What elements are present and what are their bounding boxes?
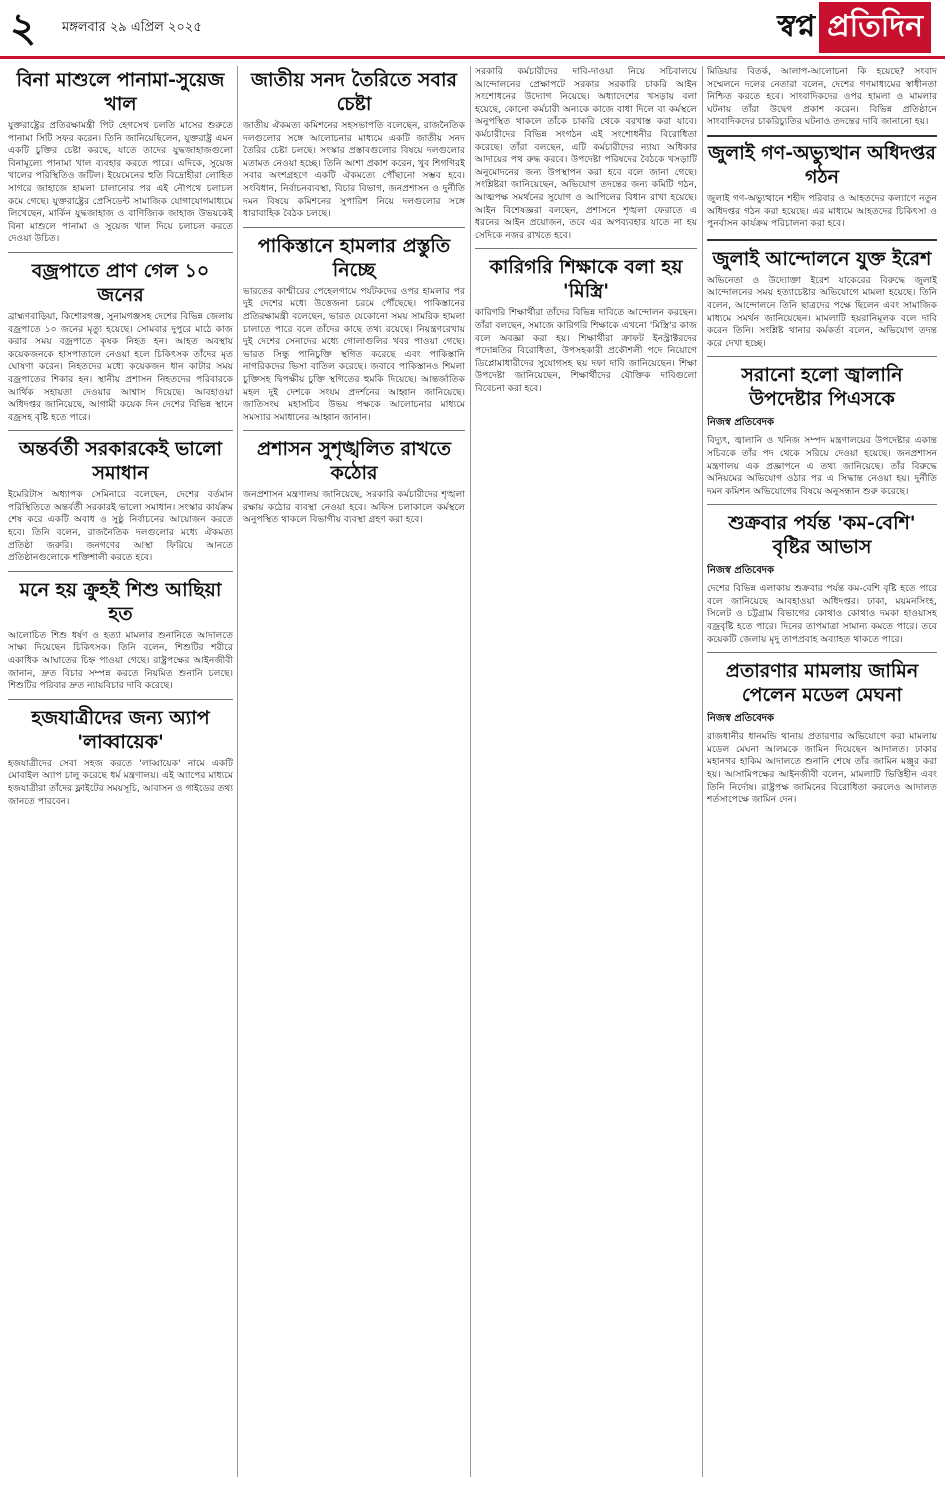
article-headline: প্রশাসন সুশৃঙ্খলিত রাখতে কঠোর — [257, 438, 451, 485]
article-headline: পাকিস্তানে হামলার প্রস্তুতি নিচ্ছে — [257, 234, 451, 281]
article-body: জনপ্রশাসন মন্ত্রণালয় জানিয়েছে, সরকারি কর্মচারীদের শৃঙ্খলা রক্ষায় কঠোর ব্যবস্থা নেওয়া হবে। অফিস চলাকালে কর্মস্থলে অনুপস্থিত থাকলে বিভাগীয় ব্যবস্থা গ্রহণ করা হবে। — [243, 489, 465, 526]
newspaper-logo — [777, 6, 931, 48]
divider — [243, 227, 465, 228]
article-byline: নিজস্ব প্রতিবেদক — [707, 713, 775, 725]
divider — [8, 699, 233, 700]
article — [8, 259, 233, 424]
article-body: ইমেরিটাস অধ্যাপক সেমিনারে বলেছেন, দেশের বর্তমান পরিস্থিতিতে অন্তর্বর্তী সরকারই ভালো সমাধান। সংস্কার কার্যক্রম শেষ করে একটি অবাধ ও সুষ্ঠু নির্বাচনের আয়োজন করতে হবে। তিনি বলেন, রাজনৈতিক দলগুলোর মধ্যে ঐকমত্য প্রতিষ্ঠা জরুরি। জনগণের আস্থা ফিরিয়ে আনতে প্রতিষ্ঠানগুলোকে শক্তিশালী করতে হবে। — [8, 489, 233, 564]
article-headline: জাতীয় সনদ তৈরিতে সবার চেষ্টা — [251, 69, 457, 115]
article — [243, 234, 465, 425]
page-date: মঙ্গলবার ২৯ এপ্রিল ২০২৫ — [62, 20, 202, 35]
article — [707, 247, 937, 351]
masthead — [0, 0, 945, 60]
article-headline: অন্তর্বর্তী সরকারকেই ভালো সমাধান — [18, 438, 223, 485]
logo-part1: স্বপ্ন — [777, 8, 816, 44]
divider — [8, 571, 233, 572]
article — [707, 659, 937, 807]
article-body: জাতীয় ঐকমত্য কমিশনের সহসভাপতি বলেছেন, রাজনৈতিক দলগুলোর সঙ্গে আলোচনার মাধ্যমে একটি জাতীয় সনদ তৈরির চেষ্টা চলছে। সংস্কার প্রস্তাবগুলোর বিষয়ে দলগুলোর মতামত নেওয়া হচ্ছে। তিনি আশা প্রকাশ করেন, খুব শিগগিরই সবার অংশগ্রহণে একটি ঐকমত্যে পৌঁছানো সম্ভব হবে। সংবিধান, নির্বাচনব্যবস্থা, বিচার বিভাগ, জনপ্রশাসন ও দুর্নীতি দমন বিষয়ে কমিশনের সুপারিশ নিয়ে দলগুলোর সঙ্গে ধারাবাহিক বৈঠক চলছে। — [243, 120, 465, 220]
article-byline: নিজস্ব প্রতিবেদক — [707, 417, 775, 429]
article-headline: জুলাই আন্দোলনে যুক্ত ইরেশ — [712, 247, 932, 270]
article — [707, 66, 937, 129]
article-headline: প্রতারণার মামলায় জামিন পেলেন মডেল মেঘনা — [725, 660, 919, 707]
article — [243, 68, 465, 221]
article-headline: বিনা মাশুলে পানামা-সুয়েজ খাল — [16, 69, 225, 115]
article — [707, 363, 937, 498]
divider — [707, 356, 937, 357]
article-body: অভিনেতা ও উদ্যোক্তা ইরেশ যাকেরের বিরুদ্ধে জুলাই আন্দোলনের সময় হত্যাচেষ্টার অভিযোগে মামলা হয়েছে। তিনি বলেন, আন্দোলনে তিনি ছাত্রদের পক্ষে ছিলেন এবং সামাজিক মাধ্যমে সমর্থন জানিয়েছেন। মামলাটি হয়রানিমূলক বলে দাবি করেন তিনি। সংশ্লিষ্ট থানার কর্মকর্তা বলেন, অভিযোগ তদন্ত করে দেখা হচ্ছে। — [707, 274, 937, 349]
column-2 — [243, 66, 465, 1477]
article — [8, 68, 233, 246]
logo-part2: প্রতিদিন — [819, 2, 931, 53]
article — [707, 135, 937, 241]
article-headline: বজ্রপাতে প্রাণ গেল ১০ জনের — [31, 259, 210, 306]
article-headline: হজযাত্রীদের জন্য অ্যাপ 'লাব্বায়েক' — [31, 706, 210, 753]
divider — [8, 252, 233, 253]
article-headline: কারিগরি শিক্ষাকে বলা হয় 'মিস্ত্রি' — [489, 256, 683, 303]
divider — [475, 248, 697, 249]
article-headline: জুলাই গণ-অভ্যুত্থান অধিদপ্তর গঠন — [708, 141, 936, 188]
article-body: যুক্তরাষ্ট্রের প্রতিরক্ষামন্ত্রী পিট হেগসেথ চলতি মাসের শুরুতে পানামা সিটি সফর করেন। তিনি জানিয়েছিলেন, যুক্তরাষ্ট্র এমন একটি চুক্তির চেষ্টা করছে, যাতে তাদের যুদ্ধজাহাজগুলো বিনামূল্যে পানামা খাল ব্যবহার করতে পারে। এদিকে, সুয়েজ খালের পরিস্থিতিও জটিল। ইয়েমেনের হুতি বিদ্রোহীরা লোহিত সাগরে জাহাজে হামলা চালানোর পর এই নৌপথে চলাচল কমে গেছে। যুক্তরাষ্ট্রের প্রেসিডেন্ট সামাজিক যোগাযোগমাধ্যমে লিখেছেন, মার্কিন যুদ্ধজাহাজ ও বাণিজ্যিক জাহাজ উভয়কেই বিনা মাশুলে পানামা ও সুয়েজ খাল দিয়ে চলাচল করতে দেওয়া উচিত। — [8, 120, 233, 245]
column-3 — [475, 66, 697, 1477]
divider — [707, 504, 937, 505]
divider — [8, 430, 233, 431]
column-divider — [702, 66, 703, 1477]
article-headline: মনে হয় ক্রুহই শিশু আছিয়া হত — [19, 578, 222, 625]
article — [475, 255, 697, 395]
masthead-rule — [0, 56, 945, 59]
article — [8, 706, 233, 808]
article-body: রাজধানীর ধানমন্ডি থানায় প্রতারণার অভিযোগে করা মামলায় মডেল মেঘনা আলমকে জামিন দিয়েছেন আদালত। ঢাকার মহানগর হাকিম আদালতে শুনানি শেষে তাঁর জামিন মঞ্জুর করা হয়। আসামিপক্ষের আইনজীবী বলেন, মামলাটি ভিত্তিহীন এবং তিনি নির্দোষ। রাষ্ট্রপক্ষ জামিনের বিরোধিতা করলেও আদালত শর্তসাপেক্ষে জামিন দেন। — [707, 731, 937, 806]
article-body: কারিগরি শিক্ষার্থীরা তাঁদের বিভিন্ন দাবিতে আন্দোলন করছেন। তাঁরা বলছেন, সমাজে কারিগরি শিক্ষাকে এখনো 'মিস্ত্রি'র কাজ বলে অবজ্ঞা করা হয়। শিক্ষার্থীরা ক্রাফট ইনস্ট্রাক্টরদের পদোন্নতির বিরোধিতা, উপসহকারী প্রকৌশলী পদে নিয়োগে ডিপ্লোমাধারীদের সুযোগসহ ছয় দফা দাবি জানিয়েছেন। শিক্ষা উপদেষ্টা জানিয়েছেন, শিক্ষার্থীদের যৌক্তিক দাবিগুলো বিবেচনা করা হবে। — [475, 307, 697, 394]
divider — [707, 652, 937, 653]
article-body: ব্রাহ্মণবাড়িয়া, কিশোরগঞ্জ, সুনামগঞ্জসহ দেশের বিভিন্ন জেলায় বজ্রপাতে ১০ জনের মৃত্যু হয়েছে। সোমবার দুপুরে মাঠে কাজ করার সময় বজ্রপাতে কৃষক নিহত হন। আহত অবস্থায় কয়েকজনকে হাসপাতালে নেওয়া হলে চিকিৎসক তাঁদের মৃত ঘোষণা করেন। নিহতদের মধ্যে কয়েকজন ধান কাটার সময় বজ্রপাতের শিকার হন। স্থানীয় প্রশাসন নিহতদের পরিবারকে আর্থিক সহায়তা দেওয়ার আশ্বাস দিয়েছে। আবহাওয়া অধিদপ্তর জানিয়েছে, আগামী কয়েক দিন দেশের বিভিন্ন স্থানে বজ্রসহ বৃষ্টি হতে পারে। — [8, 310, 233, 423]
column-1 — [8, 66, 233, 1477]
article-body: হজযাত্রীদের সেবা সহজ করতে 'লাব্বায়েক' নামে একটি মোবাইল অ্যাপ চালু করেছে ধর্ম মন্ত্রণালয়। এই অ্যাপের মাধ্যমে হজযাত্রীরা তাঁদের ফ্লাইটের সময়সূচি, আবাসন ও গাইডের তথ্য জানতে পারবেন। — [8, 757, 233, 807]
article-body: জুলাই গণ-অভ্যুত্থানে শহীদ পরিবার ও আহতদের কল্যাণে নতুন অধিদপ্তর গঠন করা হয়েছে। এর মাধ্যমে আহতদের চিকিৎসা ও পুনর্বাসন কার্যক্রম পরিচালনা করা হবে। — [707, 192, 937, 230]
article-body: ভারতের কাশ্মীরের পেহেলগামে পর্যটকদের ওপর হামলার পর দুই দেশের মধ্যে উত্তেজনা চরমে পৌঁছেছে। পাকিস্তানের প্রতিরক্ষামন্ত্রী বলেছেন, ভারত যেকোনো সময় সামরিক হামলা চালাতে পারে বলে তাঁদের কাছে তথ্য রয়েছে। নিয়ন্ত্রণরেখায় দুই দেশের সেনাদের মধ্যে গোলাগুলির খবর পাওয়া গেছে। ভারত সিন্ধু পানিচুক্তি স্থগিত করেছে এবং পাকিস্তানি নাগরিকদের ভিসা বাতিল করেছে। জবাবে পাকিস্তানও শিমলা চুক্তিসহ দ্বিপক্ষীয় চুক্তি স্থগিতের হুমকি দিয়েছে। আন্তর্জাতিক মহল দুই দেশকে সংযম প্রদর্শনের আহ্বান জানিয়েছে। জাতিসংঘ মহাসচিব উভয় পক্ষকে আলোচনার মাধ্যমে সমস্যার সমাধানের আহ্বান জানান। — [243, 285, 465, 423]
article-byline: নিজস্ব প্রতিবেদক — [707, 565, 775, 577]
article-body: দেশের বিভিন্ন এলাকায় শুক্রবার পর্যন্ত কম-বেশি বৃষ্টি হতে পারে বলে জানিয়েছে আবহাওয়া অধিদপ্তর। ঢাকা, ময়মনসিংহ, সিলেট ও চট্টগ্রাম বিভাগের কোথাও কোথাও দমকা হাওয়াসহ বজ্রবৃষ্টি হতে পারে। দিনের তাপমাত্রা সামান্য কমতে পারে। তবে কয়েকটি জেলায় মৃদু তাপপ্রবাহ অব্যাহত থাকতে পারে। — [707, 583, 937, 645]
article — [475, 66, 697, 242]
page-number: ২ — [10, 4, 37, 51]
article-body: বিদ্যুৎ, জ্বালানি ও খনিজ সম্পদ মন্ত্রণালয়ের উপদেষ্টার একান্ত সচিবকে তাঁর পদ থেকে সরিয়ে দেওয়া হয়েছে। জনপ্রশাসন মন্ত্রণালয় এক প্রজ্ঞাপনে এ তথ্য জানিয়েছে। তাঁর বিরুদ্ধে অনিয়মের অভিযোগ ওঠার পর এ সিদ্ধান্ত নেওয়া হয়। দুর্নীতি দমন কমিশন অভিযোগের বিষয়ে অনুসন্ধান শুরু করেছে। — [707, 435, 937, 497]
article — [8, 437, 233, 565]
article-body: মিডিয়ার বিতর্ক, আলাপ-আলোচনা কি হয়েছে? সংবাদ সম্মেলনে দলের নেতারা বলেন, দেশের গণমাধ্যমের স্বাধীনতা নিশ্চিত করতে হবে। সাংবাদিকদের ওপর হামলা ও মামলার ঘটনায় তাঁরা উদ্বেগ প্রকাশ করেন। বিভিন্ন প্রতিষ্ঠানে সাংবাদিকদের চাকরিচ্যুতির ঘটনাও তদন্তের দাবি জানানো হয়। — [707, 66, 937, 128]
article — [8, 578, 233, 693]
article-headline: শুক্রবার পর্যন্ত 'কম-বেশি' বৃষ্টির আভাস — [728, 512, 916, 559]
article-body: সরকারি কর্মচারীদের দাবি-দাওয়া নিয়ে সচিবালয়ে আন্দোলনের প্রেক্ষাপটে সরকার সরকারি চাকরি আইন সংশোধনের উদ্যোগ নিয়েছে। অধ্যাদেশের খসড়ায় বলা হয়েছে, কোনো কর্মচারী অন্যকে কাজে বাধা দিলে বা কর্মস্থলে অনুপস্থিত থাকলে তাঁকে চাকরি থেকে বরখাস্ত করা যাবে। কর্মচারীদের বিভিন্ন সংগঠন এই সংশোধনীর বিরোধিতা করেছে। তাঁরা বলছেন, এটি কর্মচারীদের ন্যায্য অধিকার আদায়ের পথ রুদ্ধ করবে। উপদেষ্টা পরিষদের বৈঠকে খসড়াটি অনুমোদনের জন্য উপস্থাপন করা হবে বলে জানা গেছে। সংশ্লিষ্টরা জানিয়েছেন, অভিযোগ তদন্তের জন্য কমিটি গঠন, আত্মপক্ষ সমর্থনের সুযোগ ও আপিলের বিধান রাখা হয়েছে। আইন বিশেষজ্ঞরা বলছেন, প্রশাসনে শৃঙ্খলা ফেরাতে এ ধরনের আইন প্রয়োজন, তবে এর অপব্যবহার যাতে না হয় সেদিকে নজর রাখতে হবে। — [475, 66, 697, 241]
article-body: আলোচিত শিশু ধর্ষণ ও হত্যা মামলার শুনানিতে আদালতে সাক্ষ্য দিয়েছেন চিকিৎসক। তিনি বলেন, শিশুটির শরীরে একাধিক আঘাতের চিহ্ন পাওয়া গেছে। রাষ্ট্রপক্ষের আইনজীবী জানান, দ্রুত বিচার সম্পন্ন করতে নিয়মিত শুনানি চলছে। শিশুটির পরিবার দ্রুত ন্যায়বিচার দাবি করেছে। — [8, 629, 233, 692]
column-4 — [707, 66, 937, 1477]
article — [243, 437, 465, 527]
column-divider — [470, 66, 471, 1477]
article — [707, 511, 937, 646]
article-headline: সরানো হলো জ্বালানি উপদেষ্টার পিএসকে — [741, 364, 903, 411]
divider — [243, 430, 465, 431]
column-divider — [237, 66, 238, 1477]
